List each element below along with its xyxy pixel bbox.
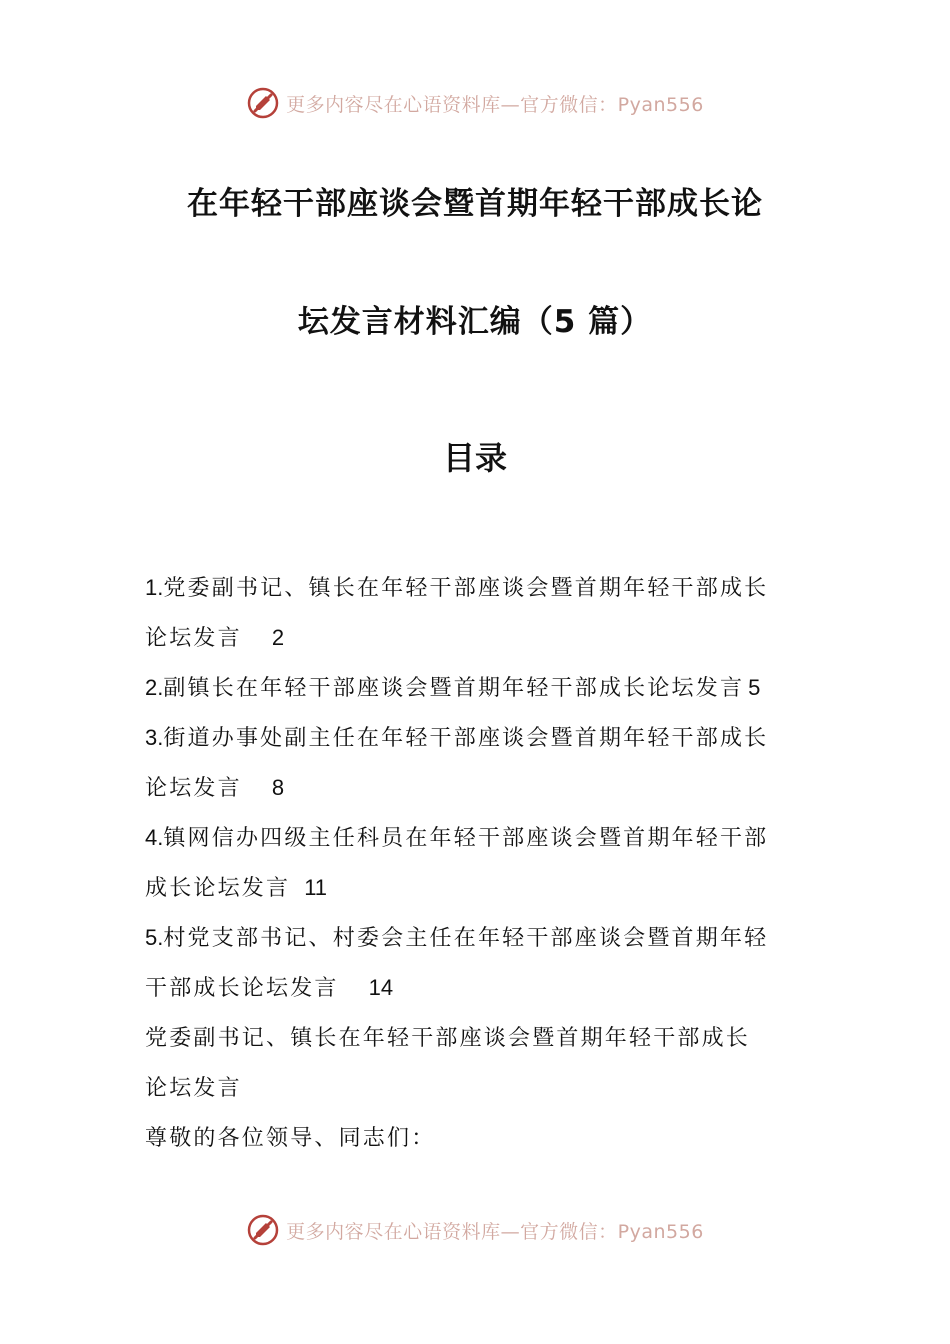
toc-item-4-line1[interactable]: 4.镇网信办四级主任科员在年轻干部座谈会暨首期年轻干部 [145, 825, 769, 851]
document-title-line2: 坛发言材料汇编（5 篇） [297, 304, 653, 340]
watermark-text: 更多内容尽在心语资料库—官方微信：Pyan556 [286, 1220, 704, 1243]
toc-item-2-line1[interactable]: 2.副镇长在年轻干部座谈会暨首期年轻干部成长论坛发言 5 [145, 675, 761, 701]
toc-item-2-page: 5 [748, 675, 761, 700]
toc-item-5-page: 14 [368, 975, 394, 1000]
watermark-wechat-id: Pyan556 [617, 1220, 704, 1243]
section-heading-line1: 党委副书记、镇长在年轻干部座谈会暨首期年轻干部成长 [145, 1026, 751, 1051]
salutation: 尊敬的各位领导、同志们： [145, 1126, 436, 1151]
toc-item-1-line2[interactable]: 论坛发言 2 [145, 625, 285, 651]
toc-heading: 目录 [442, 439, 507, 477]
toc-item-4-page: 11 [304, 875, 328, 900]
toc-item-3-page: 8 [271, 775, 285, 800]
toc-item-1-line1[interactable]: 1.党委副书记、镇长在年轻干部座谈会暨首期年轻干部成长 [145, 575, 769, 601]
watermark-banner-top [0, 83, 950, 123]
toc-item-5-line2[interactable]: 干部成长论坛发言 14 [145, 975, 394, 1001]
pen-logo-icon [246, 86, 280, 120]
watermark-banner-bottom [0, 1210, 950, 1250]
toc-item-3-line2[interactable]: 论坛发言 8 [145, 775, 285, 801]
watermark-wechat-id: Pyan556 [617, 93, 704, 116]
watermark-text: 更多内容尽在心语资料库—官方微信：Pyan556 [286, 93, 704, 116]
section-heading-line2: 论坛发言 [145, 1076, 242, 1101]
document-title-line1: 在年轻干部座谈会暨首期年轻干部成长论 [187, 186, 763, 222]
toc-item-5-line1[interactable]: 5.村党支部书记、村委会主任在年轻干部座谈会暨首期年轻 [145, 925, 769, 951]
toc-item-3-line1[interactable]: 3.街道办事处副主任在年轻干部座谈会暨首期年轻干部成长 [145, 725, 769, 751]
toc-item-1-page: 2 [271, 625, 285, 650]
pen-logo-icon [246, 1213, 280, 1247]
toc-item-4-line2[interactable]: 成长论坛发言 11 [145, 875, 328, 901]
